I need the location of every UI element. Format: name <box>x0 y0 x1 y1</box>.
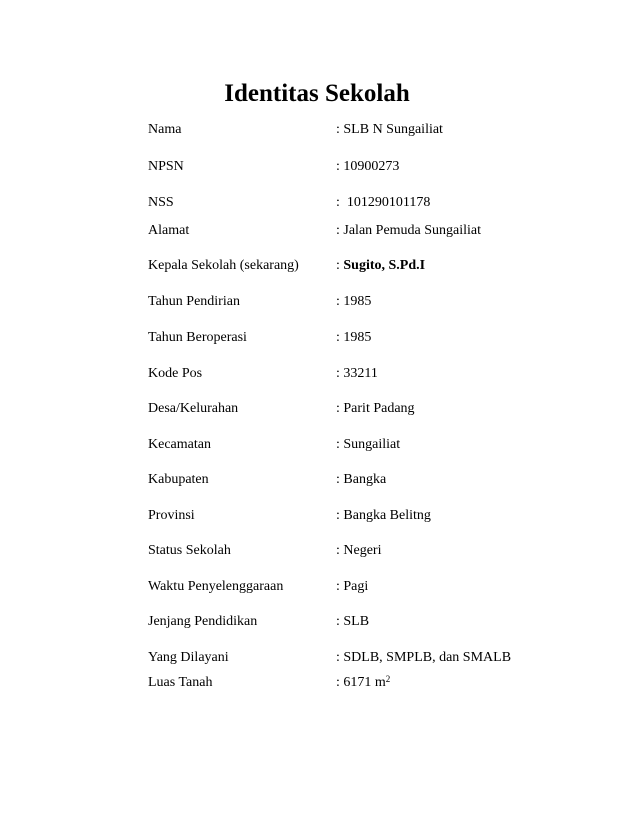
field-label: NPSN <box>148 159 184 174</box>
field-label: Kepala Sekolah (sekarang) <box>148 258 299 273</box>
field-row-provinsi <box>0 506 638 526</box>
field-value: : 33211 <box>336 366 378 381</box>
field-row-desa-kelurahan <box>0 399 638 419</box>
field-row-yang-dilayani <box>0 648 638 668</box>
field-label: Status Sekolah <box>148 543 231 558</box>
field-row-nama <box>0 120 638 140</box>
field-label: Kode Pos <box>148 366 203 381</box>
field-label: NSS <box>148 195 174 210</box>
field-row-kepala-sekolah <box>0 256 638 276</box>
field-label: Jenjang Pendidikan <box>148 614 258 629</box>
field-value: : Parit Padang <box>336 401 415 416</box>
field-value: : Sungailiat <box>336 437 401 452</box>
field-row-tahun-pendirian <box>0 292 638 312</box>
field-label: Kabupaten <box>148 472 209 487</box>
field-label: Waktu Penyelenggaraan <box>148 579 284 594</box>
field-label: Alamat <box>148 223 190 238</box>
field-label: Tahun Beroperasi <box>148 330 247 345</box>
field-row-waktu-penyelenggaraan <box>0 577 638 597</box>
field-label: Yang Dilayani <box>148 650 229 665</box>
field-value: : SLB <box>336 614 370 629</box>
field-value: : Pagi <box>336 579 369 594</box>
field-row-status-sekolah <box>0 541 638 561</box>
field-value: : Jalan Pemuda Sungailiat <box>336 223 482 238</box>
field-value: : 1985 <box>336 294 372 309</box>
field-value: : SDLB, SMPLB, dan SMALB <box>336 650 512 665</box>
field-row-nss <box>0 193 638 213</box>
field-row-luas-tanah <box>0 673 638 693</box>
field-value: : Negeri <box>336 543 382 558</box>
field-label: Provinsi <box>148 508 195 523</box>
field-row-alamat <box>0 221 638 241</box>
field-value: : 10900273 <box>336 159 400 174</box>
field-row-kode-pos <box>0 364 638 384</box>
field-row-jenjang-pendidikan <box>0 612 638 632</box>
field-value: : 6171 $m^2$ <box>336 674 391 690</box>
field-value: : Bangka <box>336 472 387 487</box>
field-label: Kecamatan <box>148 437 211 452</box>
field-value: : Sugito, S.Pd.I <box>336 258 426 273</box>
field-row-kabupaten <box>0 470 638 490</box>
field-value: : Bangka Belitng <box>336 508 431 523</box>
field-value: : 1985 <box>336 330 372 345</box>
page-title: Identitas Sekolah <box>224 80 410 107</box>
field-label: Luas Tanah <box>148 675 213 690</box>
field-label: Desa/Kelurahan <box>148 401 239 416</box>
field-row-kecamatan <box>0 435 638 455</box>
field-label: Nama <box>148 122 182 137</box>
field-label: Tahun Pendirian <box>148 294 240 309</box>
field-value: : 101290101178 <box>336 195 431 210</box>
field-row-tahun-beroperasi <box>0 328 638 348</box>
superscript: 2 <box>385 674 391 684</box>
field-row-npsn <box>0 157 638 177</box>
field-value: : SLB N Sungailiat <box>336 122 443 137</box>
